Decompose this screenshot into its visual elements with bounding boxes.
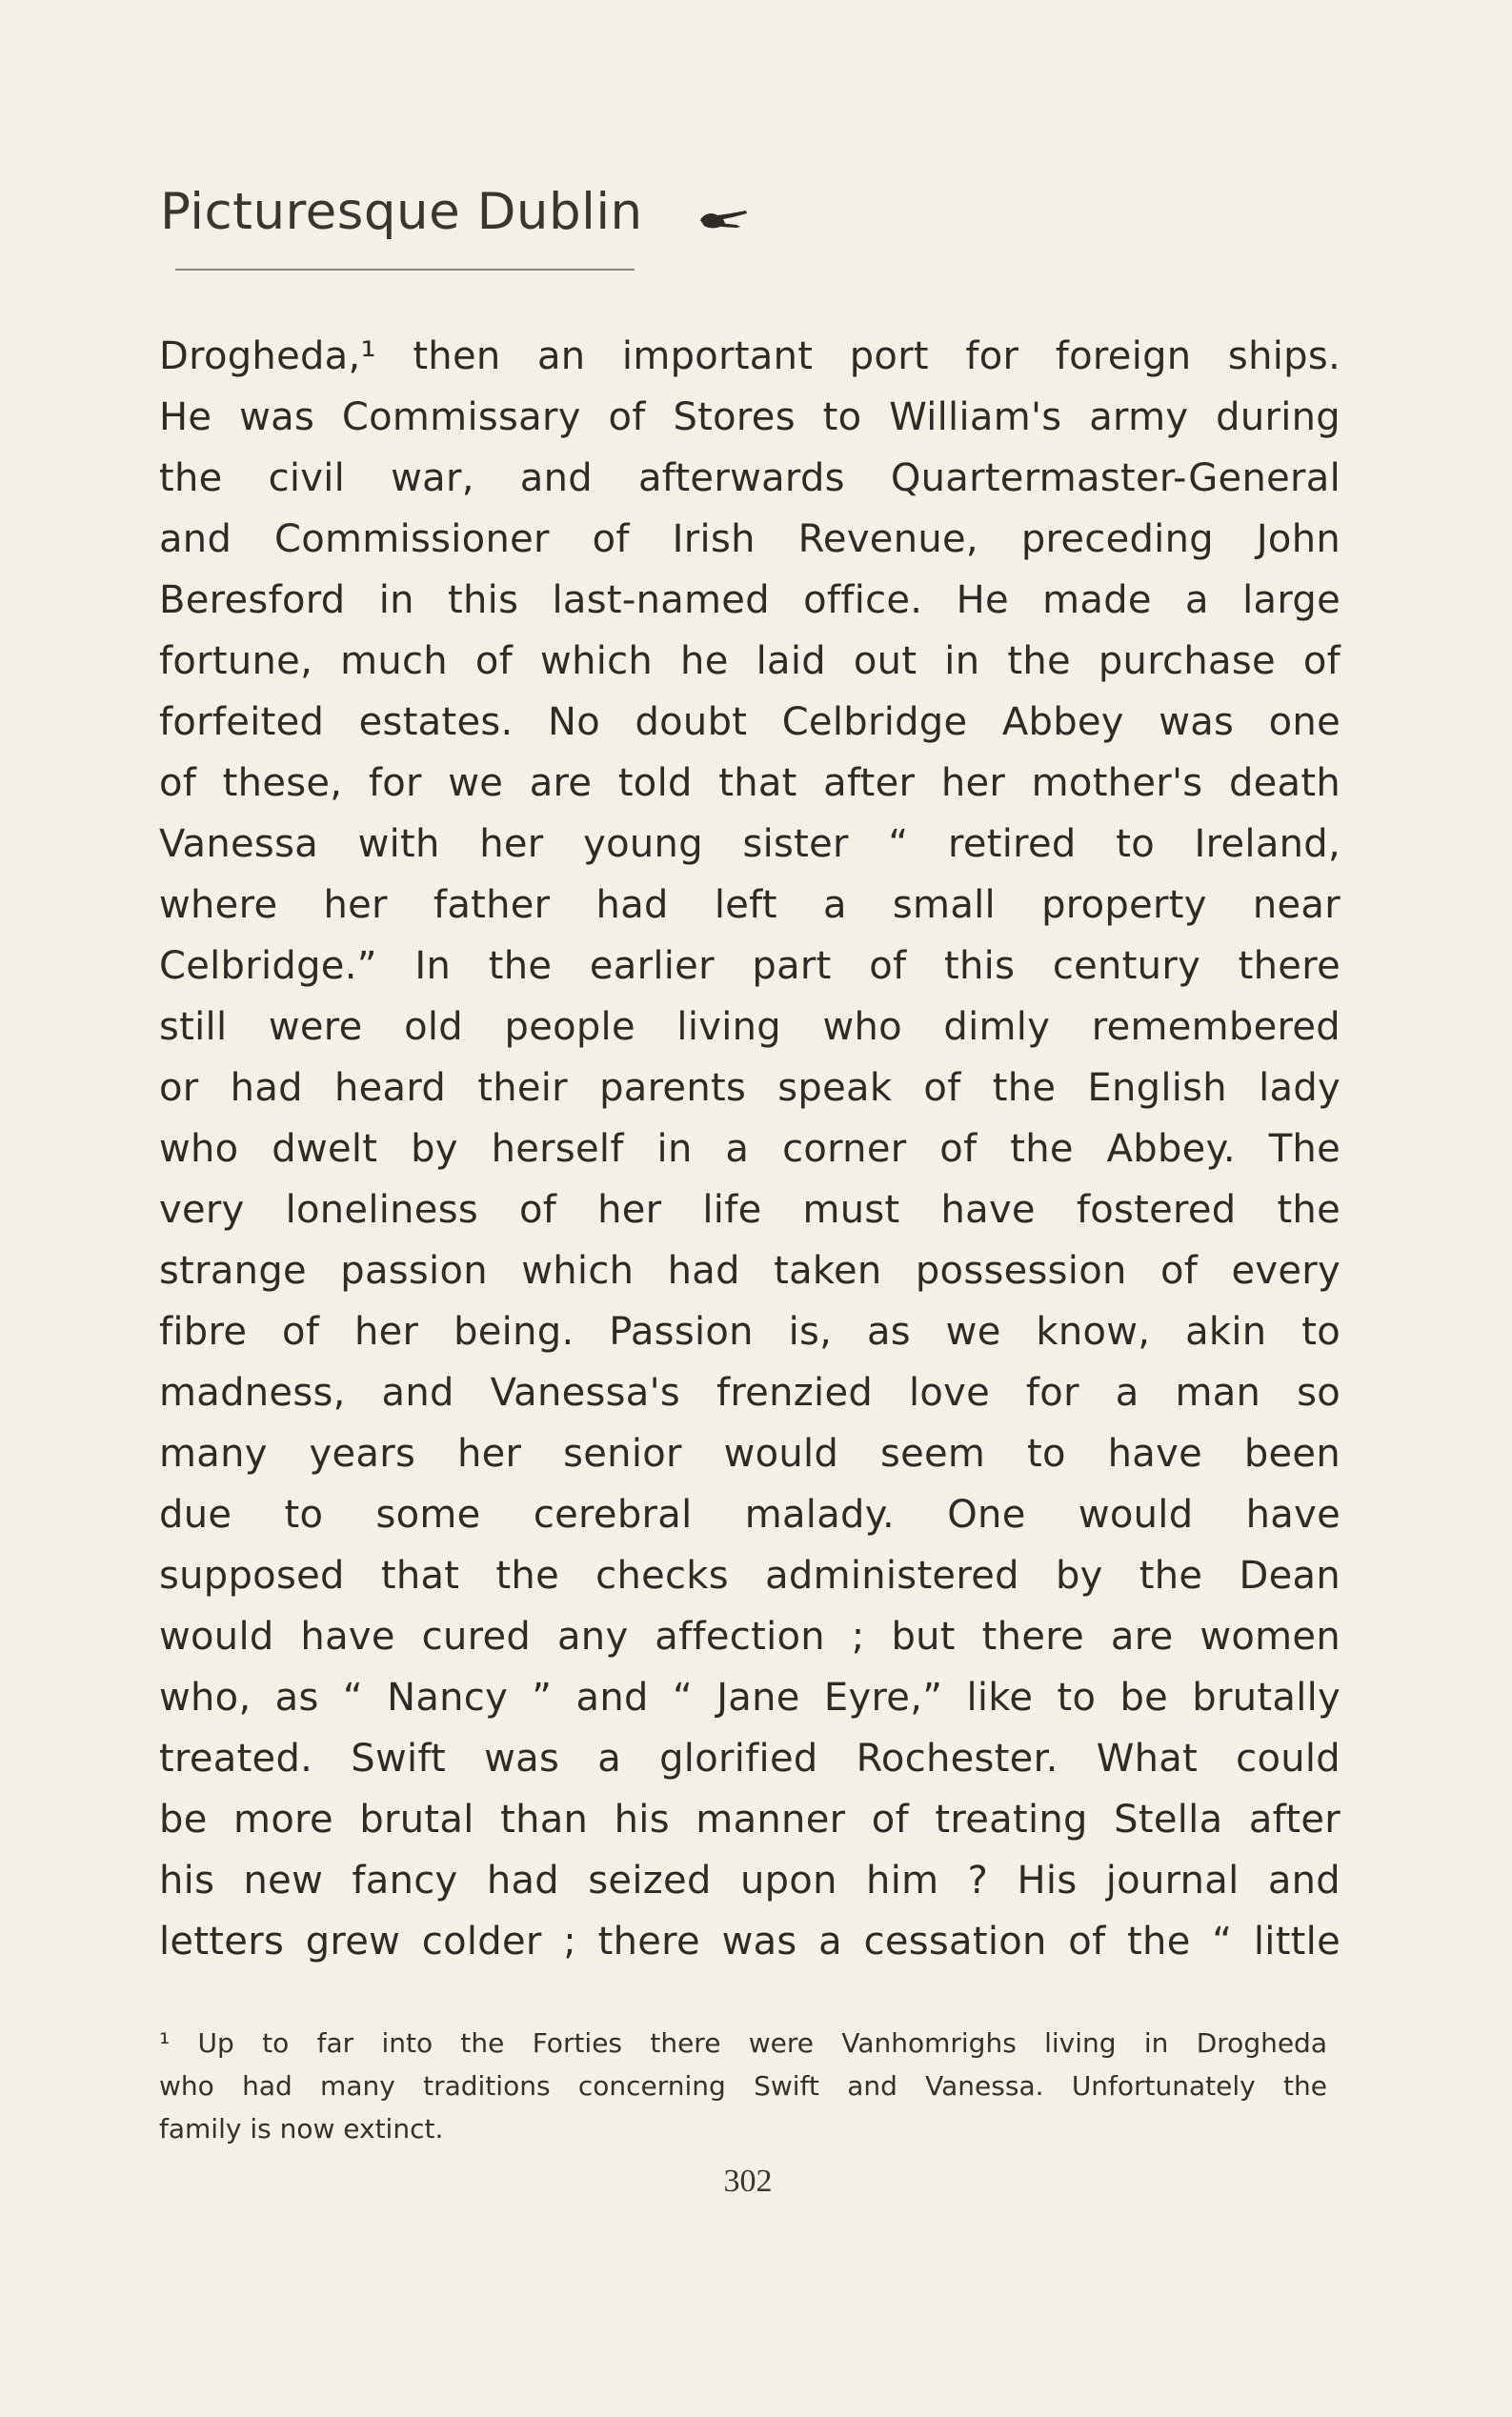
header-rule xyxy=(175,269,635,271)
text-line: Celbridge.” In the earlier part of this century there xyxy=(159,944,1341,988)
page-number: 302 xyxy=(723,2164,773,2199)
text-line: his new fancy had seized upon him ? His journal and xyxy=(159,1859,1341,1903)
text-line: who, as “ Nancy ” and “ Jane Eyre,” like to be brutally xyxy=(159,1676,1341,1720)
footnote-line: who had many traditions concerning Swift and Vanessa. Unfortunately the xyxy=(159,2070,1327,2102)
text-line: still were old people living who dimly remembered xyxy=(159,1005,1341,1049)
text-line: who dwelt by herself in a corner of the Abbey. The xyxy=(159,1127,1341,1171)
text-line: where her father had left a small property near xyxy=(159,883,1341,927)
footnote-line: ¹ Up to far into the Forties there were Vanhomrighs living in Drogheda xyxy=(159,2027,1327,2059)
text-line: strange passion which had taken possession of every xyxy=(159,1249,1341,1293)
text-line: fibre of her being. Passion is, as we know, akin to xyxy=(159,1310,1341,1354)
text-line: fortune, much of which he laid out in the purchase of xyxy=(159,639,1341,683)
text-line: treated. Swift was a glorified Rochester. What could xyxy=(159,1737,1341,1781)
text-line: forfeited estates. No doubt Celbridge Abbey was one xyxy=(159,700,1341,744)
text-line: madness, and Vanessa's frenzied love for a man so xyxy=(159,1371,1341,1415)
footnote xyxy=(159,2022,1327,2150)
text-line: of these, for we are told that after her mother's death xyxy=(159,761,1341,805)
text-line: and Commissioner of Irish Revenue, preceding John xyxy=(159,517,1341,561)
text-line: many years her senior would seem to have been xyxy=(159,1432,1341,1476)
text-line: or had heard their parents speak of the English lady xyxy=(159,1066,1341,1110)
body-text xyxy=(159,326,1341,1972)
text-line: very loneliness of her life must have fostered the xyxy=(159,1188,1341,1232)
footnote-line: family is now extinct. xyxy=(159,2113,444,2145)
text-line: He was Commissary of Stores to William's army during xyxy=(159,395,1341,439)
text-line: the civil war, and afterwards Quartermaster-General xyxy=(159,456,1341,500)
text-line: Beresford in this last-named office. He made a large xyxy=(159,578,1341,622)
text-line: supposed that the checks administered by the Dean xyxy=(159,1554,1341,1598)
text-line: Vanessa with her young sister “ retired to Ireland, xyxy=(159,822,1341,866)
text-line: Drogheda,¹ then an important port for foreign ships. xyxy=(159,334,1341,378)
page-header xyxy=(160,183,750,241)
pointing-hand-icon xyxy=(698,208,750,232)
running-head: Picturesque Dublin xyxy=(160,183,643,241)
text-line: be more brutal than his manner of treating Stella after xyxy=(159,1798,1341,1842)
text-line: would have cured any affection ; but there are women xyxy=(159,1615,1341,1659)
text-line: letters grew colder ; there was a cessation of the “ little xyxy=(159,1920,1341,1964)
text-line: due to some cerebral malady. One would have xyxy=(159,1493,1341,1537)
